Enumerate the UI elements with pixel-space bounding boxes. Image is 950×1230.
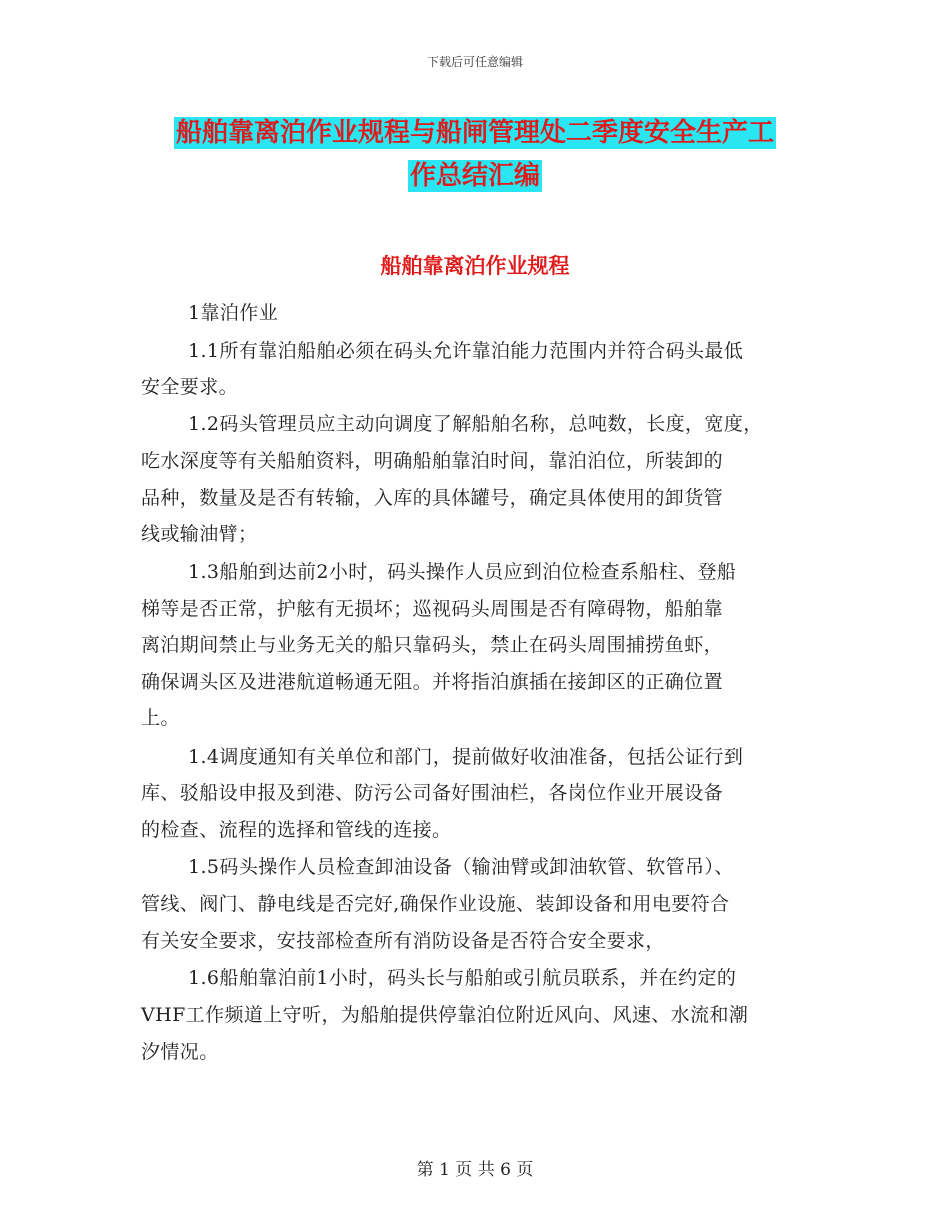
body-line: 有关安全要求，安技部检查所有消防设备是否符合安全要求， <box>141 930 665 952</box>
section-title: 船舶靠离泊作业规程 <box>380 253 570 278</box>
body-line: 1.5码头操作人员检查卸油设备（输油臂或卸油软管、软管吊）、 <box>188 856 734 878</box>
body-line: 1.6船舶靠泊前1小时，码头长与船舶或引航员联系，并在约定的 <box>188 967 737 989</box>
body-line: 吃水深度等有关船舶资料，明确船舶靠泊时间，靠泊泊位，所装卸的 <box>141 450 724 472</box>
body-line: 1靠泊作业 <box>188 302 279 324</box>
body-line: 线或输油臂； <box>141 523 258 545</box>
body-line: 的检查、流程的选择和管线的连接。 <box>141 819 452 841</box>
body-line: 汐情况。 <box>141 1041 219 1063</box>
body-line: 1.3船舶到达前2小时，码头操作人员应到泊位检查系船柱、登船 <box>188 561 737 583</box>
title-highlight: 船舶靠离泊作业规程与船闸管理处二季度安全生产工 <box>175 118 774 148</box>
body-line: 库、驳船设申报及到港、防污公司备好围油栏，各岗位作业开展设备 <box>141 782 724 804</box>
body-line: 安全要求。 <box>141 376 239 398</box>
body-line: 上。 <box>141 707 180 729</box>
title-highlight: 作总结汇编 <box>409 161 540 191</box>
body-line: 1.1所有靠泊船舶必须在码头允许靠泊能力范围内并符合码头最低 <box>188 340 744 362</box>
document-title-line-2 <box>0 155 950 192</box>
body-line: 管线、阀门、静电线是否完好,确保作业设施、装卸设备和用电要符合 <box>141 893 730 915</box>
page-footer: 第 1 页 共 6 页 <box>416 1160 534 1180</box>
body-line: VHF工作频道上守听，为船舶提供停靠泊位附近风向、风速、水流和潮 <box>141 1004 749 1026</box>
body-line: 梯等是否正常，护舷有无损坏；巡视码头周围是否有障碍物，船舶靠 <box>141 598 724 620</box>
header-note: 下载后可任意编辑 <box>426 55 523 69</box>
body-line: 品种，数量及是否有转输，入库的具体罐号，确定具体使用的卸货管 <box>141 487 724 509</box>
body-line: 确保调头区及进港航道畅通无阻。并将指泊旗插在接卸区的正确位置 <box>141 671 724 693</box>
document-title-line-1 <box>0 112 950 149</box>
body-line: 1.2码头管理员应主动向调度了解船舶名称，总吨数，长度，宽度， <box>188 413 763 435</box>
body-line: 离泊期间禁止与业务无关的船只靠码头，禁止在码头周围捕捞鱼虾， <box>141 634 724 656</box>
body-line: 1.4调度通知有关单位和部门，提前做好收油准备，包括公证行到 <box>188 746 744 768</box>
